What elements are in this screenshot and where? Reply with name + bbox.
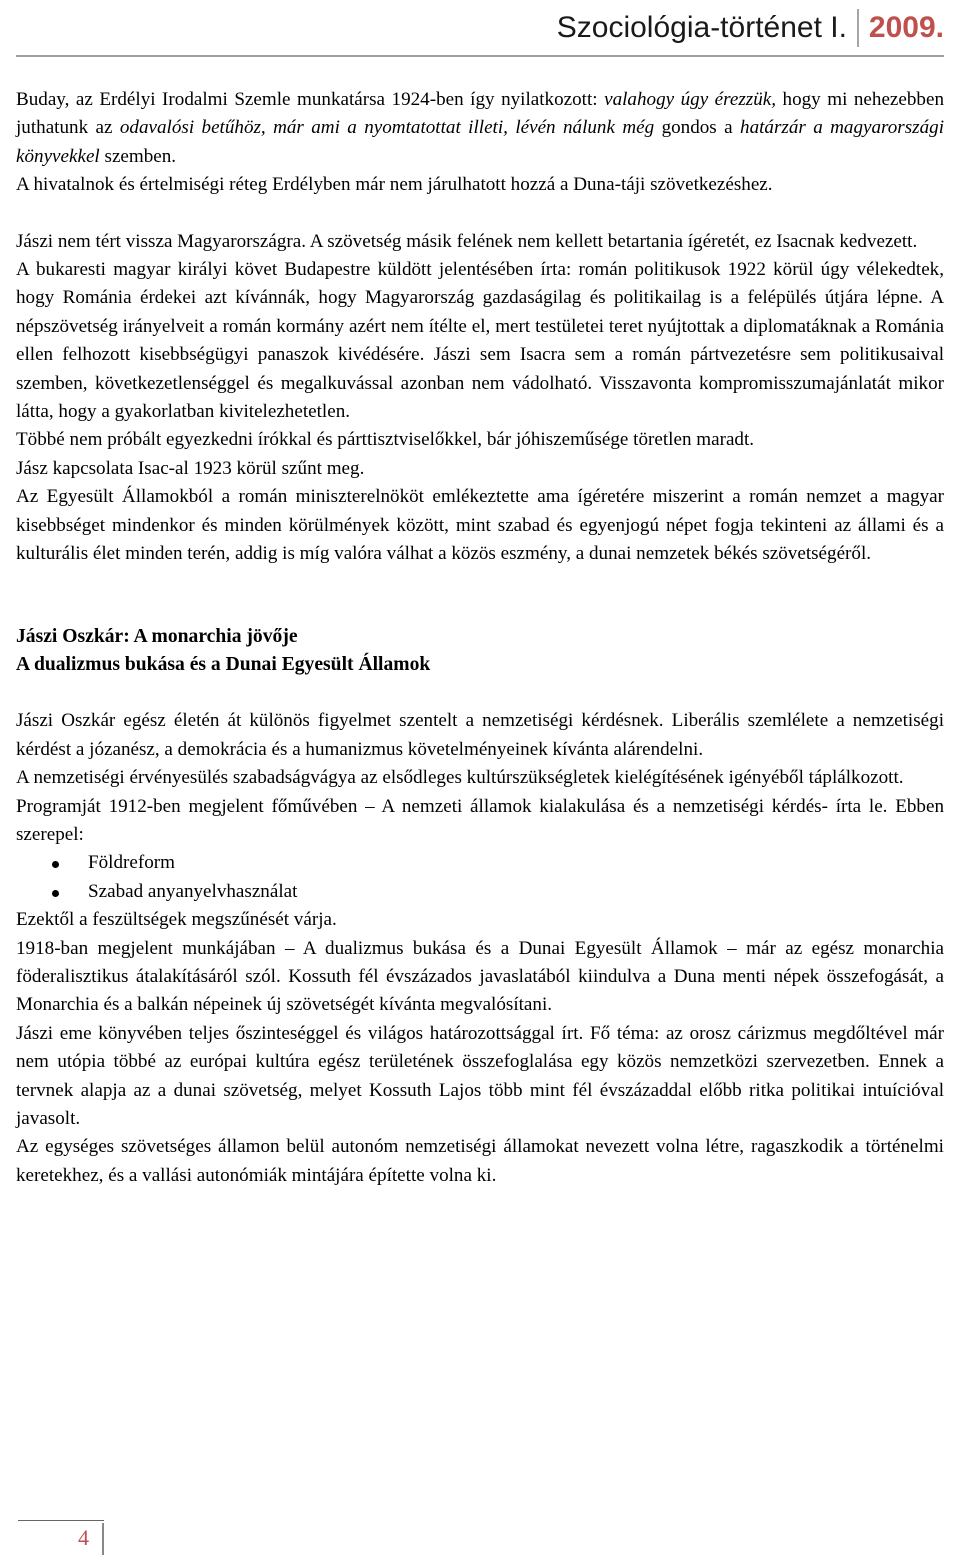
paragraph-bukaresti: A bukaresti magyar királyi követ Budapestre küldött jelentésében írta: román politikusok 1922 körül úgy vélekedtek, hogy Románia érdekei azt kívánnák, hogy Magyarország gazdaságilag és politikailag is a felépülés útjára lépne. A népszövetség irányelveit a román kormány azért nem ítélte el, mert testületei teret nyújtottak a diplomatáknak a Románia ellen felhozott kisebbségügyi panaszok kivédésére. Jászi sem Isacra sem a román pártvezetésre sem politikusaival szemben, következetlenséggel és megalkuvással azonban nem vádolható. Visszavonta kompromisszumajánlatát mikor látta, hogy a gyakorlatban kivitelezhetetlen. <box>16 259 944 423</box>
bullet-list <box>16 849 944 906</box>
text-run: hogy mi nehezebben juthatunk az <box>16 89 944 139</box>
section-heading: Jászi Oszkár: A monarchia jövője <box>16 625 298 647</box>
header-rule <box>16 55 944 57</box>
paragraph-buday <box>16 86 944 171</box>
paragraph-1918: 1918-ban megjelent munkájában – A dualizmus bukása és a Dunai Egyesült Államok – már az egész monarchia föderalisztikus átalakításáról szól. Kossuth fél évszázados javaslatából kiindulva a Duna menti népek összefogását, a Monarchia és a balkán népeinek új szövetségét kívánta megvalósítani. <box>16 937 944 1016</box>
list-item <box>16 849 944 877</box>
header-title: Szociológia-történet I. <box>556 11 847 44</box>
page-footer <box>18 1520 104 1556</box>
paragraph-jaszi-oszkar: Jászi Oszkár egész életén át különös figyelmet szentelt a nemzetiségi kérdésnek. Liberális szemlélete a nemzetiségi kérdést a józanész, a demokrácia és a humanizmus követelményeinek kívánta alárendelni. <box>16 710 944 760</box>
spacer <box>16 679 944 707</box>
paragraph-programjat: Programját 1912-ben megjelent főművében – A nemzeti államok kialakulása és a nemzetiségi kérdés- írta le. Ebben szerepel: <box>16 795 944 845</box>
italic-quote: határzár a magyarországi könyvekkel <box>16 117 945 167</box>
paragraph-nemzetisegi: A nemzetiségi érvényesülés szabadságvágya az elsődleges kultúrszükségletek kielégítésének igényéből táplálkozott. <box>16 767 904 789</box>
paragraph-jasz-kapcsolata: Jász kapcsolata Isac-al 1923 körül szűnt meg. <box>16 457 365 479</box>
list-item-text: Szabad anyanyelvhasználat <box>88 880 298 902</box>
paragraph-konyveben: Jászi eme könyvében teljes őszinteséggel és világos határozottsággal írt. Fő téma: az orosz cárizmus megdőltével már nem utópia többé az európai kultúra egész területének összefoglalása egy közös nemzetközi szervezetben. Ennek a tervnek alapja az a dunai szövetség, melyet Kossuth Lajos több mint fél évszázaddal előbb ritka politikai intuícióval javasolt. <box>16 1022 944 1129</box>
list-item <box>16 878 944 906</box>
paragraph-jaszi-nem-tert: Jászi nem tért vissza Magyarországra. A szövetség másik felének nem kellett betartania ígéretét, ez Isacnak kedvezett. <box>16 230 918 252</box>
header-year: 2009. <box>868 11 944 44</box>
spacer <box>16 569 944 623</box>
italic-quote: valahogy úgy érezzük, <box>604 89 777 110</box>
footer-separator <box>102 1523 104 1555</box>
header-separator <box>857 9 859 47</box>
text-run: Buday, az Erdélyi Irodalmi Szemle munkatársa 1924-ben így nyilatkozott: <box>16 89 605 110</box>
list-item-text: Földreform <box>88 852 175 874</box>
text-run: szemben. <box>99 145 177 167</box>
section-subheading: A dualizmus bukása és a Dunai Egyesült Államok <box>16 653 431 675</box>
bullet-icon <box>52 890 59 897</box>
page-body <box>16 86 944 1190</box>
page-number: 4 <box>78 1525 89 1550</box>
italic-quote: odavalósi betűhöz, már ami a nyomtatottat illeti, lévén nálunk még <box>119 117 655 139</box>
paragraph-hivatalnok: A hivatalnok és értelmiségi réteg Erdélyben már nem járulhatott hozzá a Duna-táji szövetkezéshez. <box>16 174 773 196</box>
page-header <box>557 8 944 48</box>
bullet-icon <box>52 861 59 868</box>
paragraph-egyseges: Az egységes szövetséges államon belül autonóm nemzetiségi államokat nevezett volna létre, ragaszkodik a történelmi keretekhez, és a vallási autonómiák mintájára építette volna ki. <box>16 1136 944 1186</box>
footer-rule <box>18 1520 104 1521</box>
text-run: gondos a <box>654 117 741 139</box>
paragraph-egyesult-allamok: Az Egyesült Államokból a román miniszterelnököt emlékeztette ama ígéretére miszerint a román nemzet a magyar kisebbséget mindenkor és minden körülmények között, mint szabad és egyenjogú népet fogja tekinteni az állami és a kulturális élet minden terén, addig is míg valóra válhat a közös eszmény, a dunai nemzetek békés szövetségéről. <box>16 486 944 565</box>
spacer <box>16 200 944 228</box>
paragraph-tobbe-nem: Többé nem próbált egyezkedni írókkal és párttisztviselőkkel, bár jóhiszeműsége töretlen maradt. <box>16 429 755 451</box>
paragraph-ezektol: Ezektől a feszültségek megszűnését várja. <box>16 909 337 931</box>
